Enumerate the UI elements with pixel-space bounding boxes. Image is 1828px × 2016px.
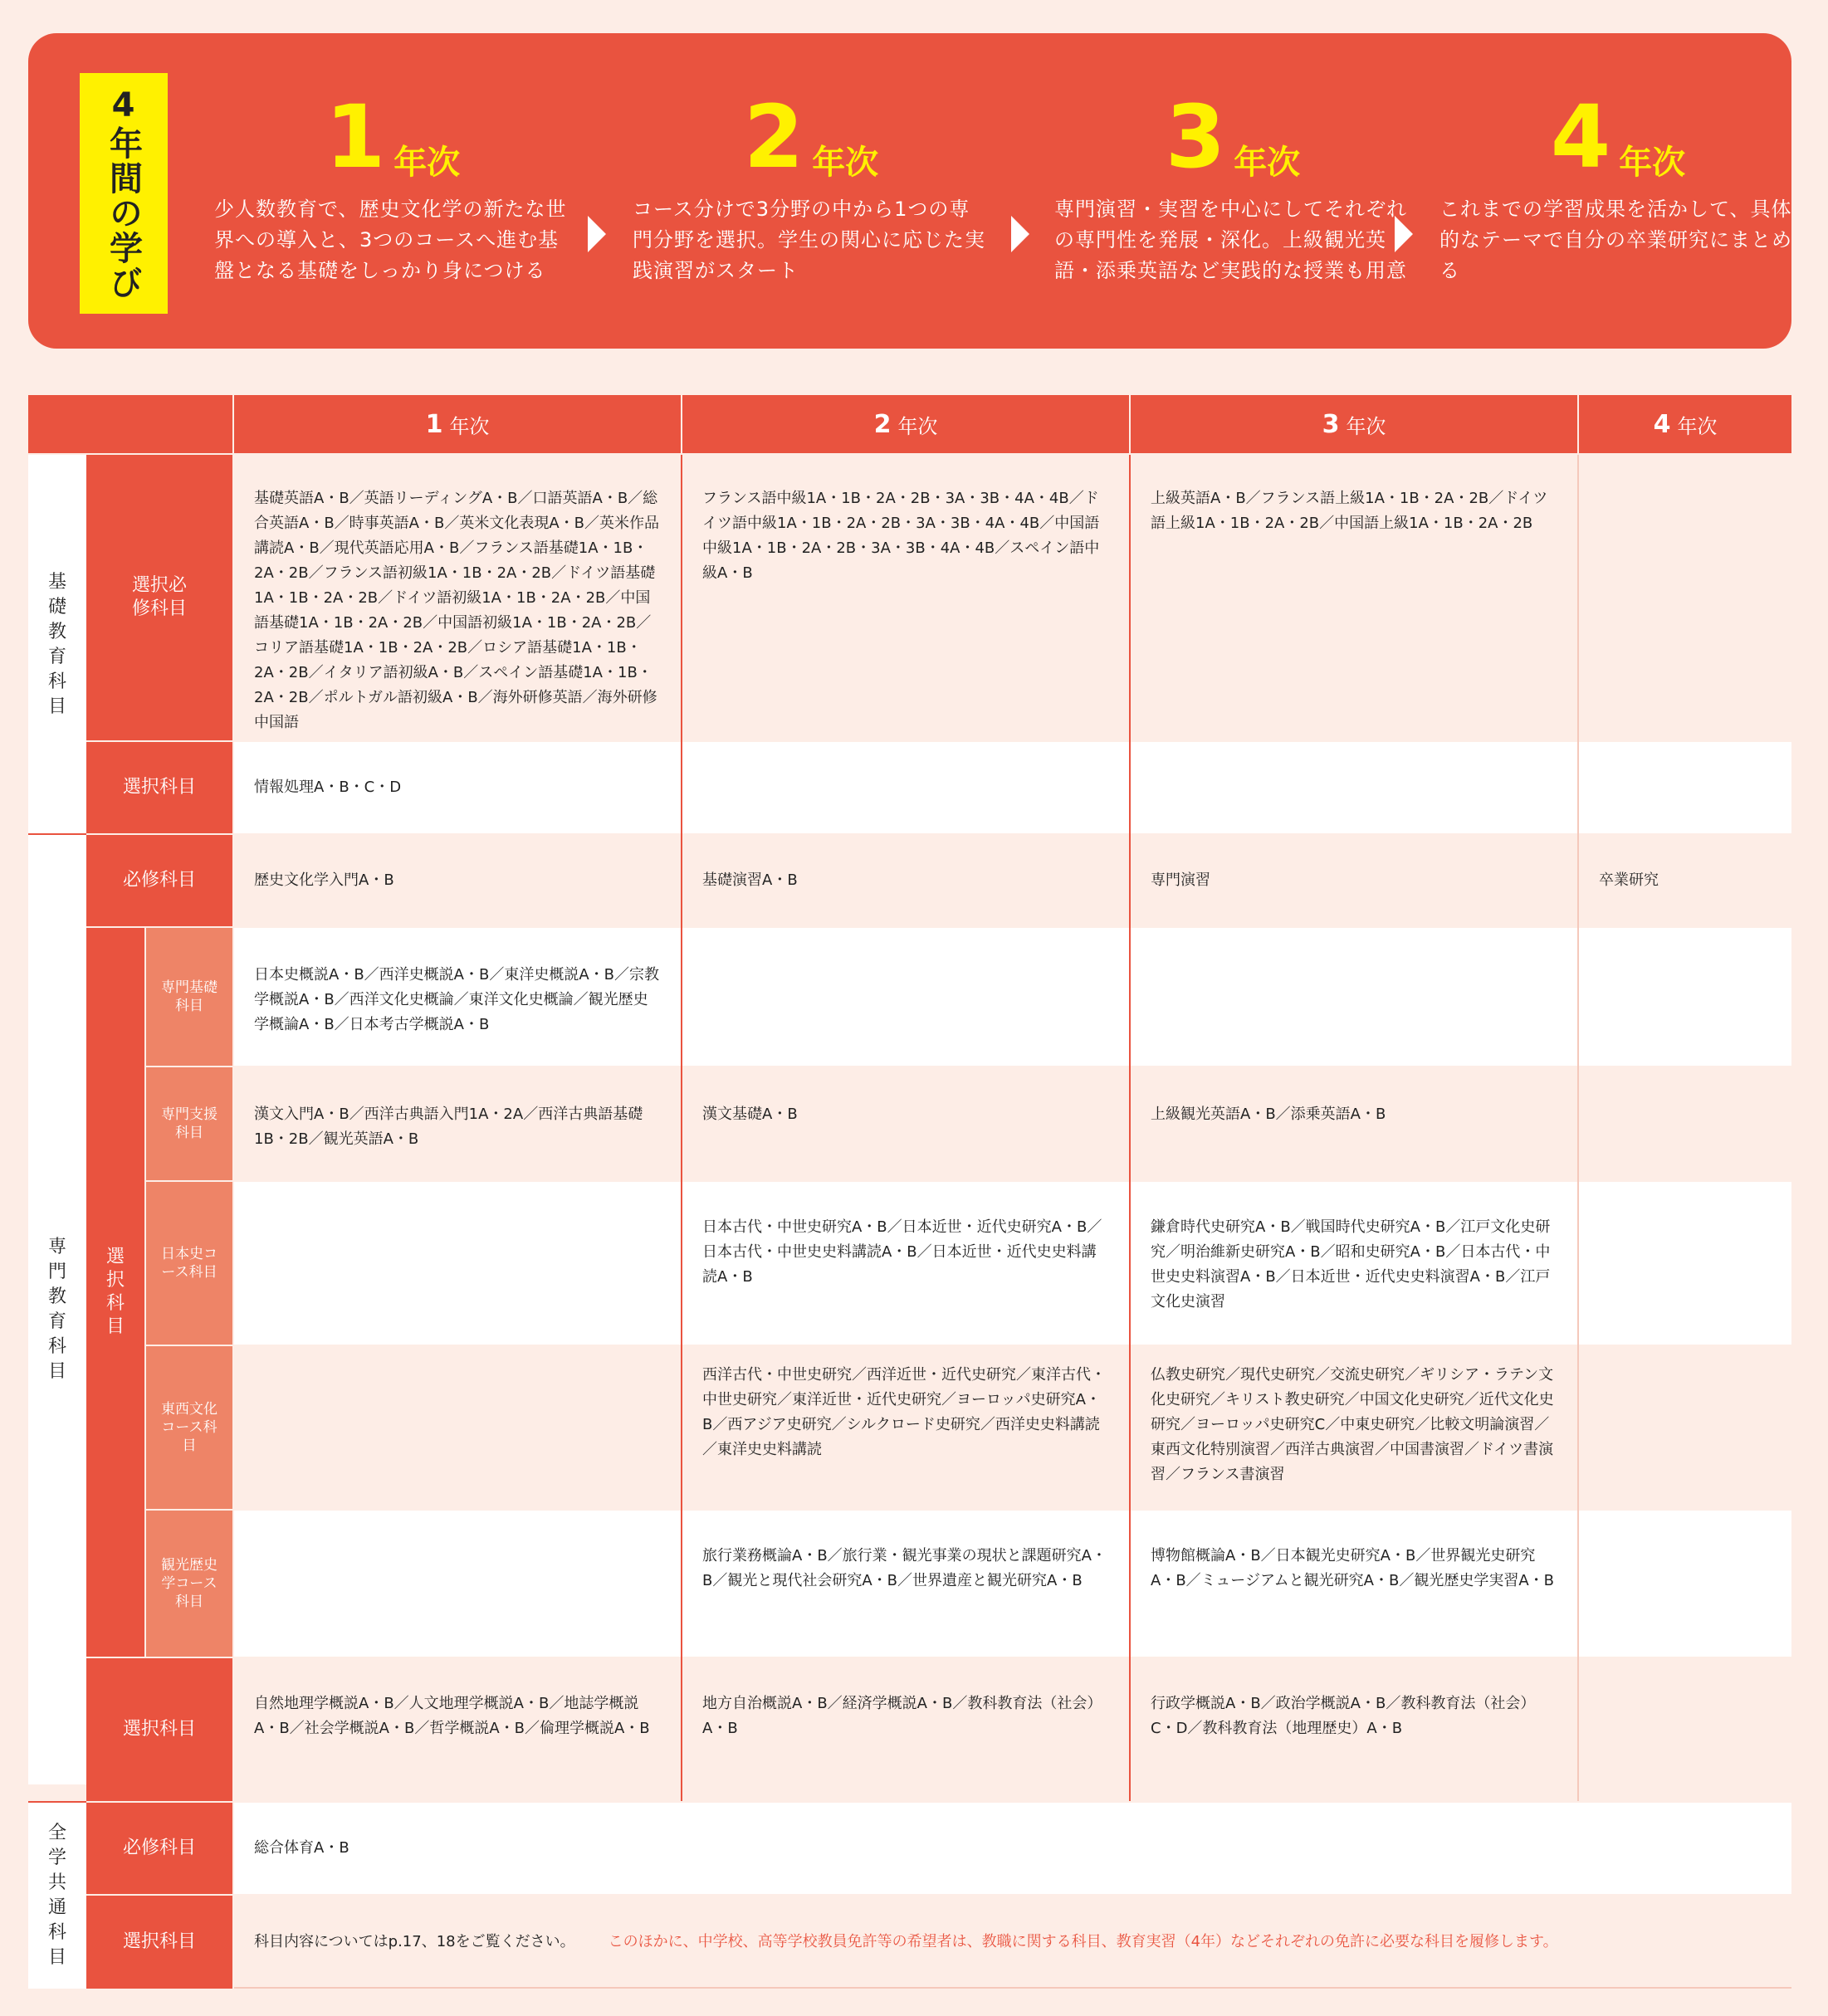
header-year1: 1 年次 xyxy=(234,395,681,453)
year2-suffix: 年次 xyxy=(812,144,879,182)
row-label-nihonshi: 日本史コース科目 xyxy=(146,1182,232,1345)
cell-r1-y3: 上級英語A・B／フランス語上級1A・1B・2A・2B／ドイツ語上級1A・1B・2A・2B／中国語上級1A・1B・2A・2B xyxy=(1131,455,1577,740)
year2-description: コース分けで3分野の中から1つの専門分野を選択。学生の関心に応じた実践演習がスタート xyxy=(633,198,985,282)
row-label-hisshu: 必修科目 xyxy=(86,835,232,926)
cell-r1-y4 xyxy=(1579,455,1791,740)
year4-description: これまでの学習成果を活かして、具体的なテーマで自分の卒業研究にまとめる xyxy=(1439,198,1792,282)
cell-r4-y1: 日本史概説A・B／西洋史概説A・B／東洋史概説A・B／宗教学概説A・B／西洋文化史概論／東洋文化史概論／観光歴史学概論A・B／日本考古学概説A・B xyxy=(234,928,681,1066)
cell-r10: 総合体育A・B xyxy=(234,1803,1791,1894)
year3-number: 3 xyxy=(1165,86,1226,188)
cell-r3-y1: 歴史文化学入門A・B xyxy=(234,835,681,926)
cell-r7-y4 xyxy=(1579,1346,1791,1509)
row-label-sentaku: 選択科目 xyxy=(86,742,232,833)
cell-r4-y2 xyxy=(682,928,1129,1066)
cell-r2-y1: 情報処理A・B・C・D xyxy=(234,742,681,833)
cell-r5-y1: 漢文入門A・B／西洋古典語入門1A・2A／西洋古典語基礎1B・2B／観光英語A・B xyxy=(234,1067,681,1180)
header-year3: 3 年次 xyxy=(1131,395,1577,453)
cell-r1-y1: 基礎英語A・B／英語リーディングA・B／口語英語A・B／総合英語A・B／時事英語A・B／英米文化表現A・B／英米作品講読A・B／現代英語応用A・B／フランス語基礎1A・1B・2A・2B／フランス語初級1A・1B・2A・2B／ドイツ語基礎1A・1B・2A・2B／ドイツ語初級1A・1B・2A・2B／中国語基礎1A・1B・2A・2B／中国語初級1A・1B・2A・2B／コリア語基礎1A・1B・2A・2B／ロシア語基礎1A・1B・2A・2B／イタリア語初級A・B／スペイン語基礎1A・1B・2A・2B／ポルトガル語初級A・B／海外研修英語／海外研修中国語 xyxy=(234,455,681,740)
arrow-right-icon xyxy=(1011,216,1029,252)
row-label-sentaku-hisshu: 選択必修科目 xyxy=(86,455,232,740)
teacher-license-note: このほかに、中学校、高等学校教員免許等の希望者は、教職に関する科目、教育実習（4年）などそれぞれの免許に必要な科目を履修します。 xyxy=(608,1933,1558,1950)
year1-number: 1 xyxy=(325,86,386,188)
year3-suffix: 年次 xyxy=(1234,144,1301,182)
cell-r9-y3: 行政学概説A・B／政治学概説A・B／教科教育法（社会）C・D／教科教育法（地理歴史）A・B xyxy=(1131,1658,1577,1801)
cell-r8-y4 xyxy=(1579,1511,1791,1657)
cell-r7-y1 xyxy=(234,1346,681,1509)
cell-r5-y3: 上級観光英語A・B／添乗英語A・B xyxy=(1131,1067,1577,1180)
row-label-kanko: 観光歴史学コース科目 xyxy=(146,1511,232,1657)
cell-r1-y2: フランス語中級1A・1B・2A・2B・3A・3B・4A・4B／ドイツ語中級1A・1B・2A・2B・3A・3B・4A・4B／中国語中級1A・1B・2A・2B・3A・3B・4A・4B／スペイン語中級A・B xyxy=(682,455,1129,740)
cell-r5-y4 xyxy=(1579,1067,1791,1180)
cell-r9-y2: 地方自治概説A・B／経済学概説A・B／教科教育法（社会）A・B xyxy=(682,1658,1129,1801)
year4-block xyxy=(1439,86,1796,286)
year1-description: 少人数教育で、歴史文化学の新たな世界への導入と、3つのコースへ進む基盤となる基礎をしっかり身につける xyxy=(214,198,567,282)
cell-r6-y2: 日本古代・中世史研究A・B／日本近世・近代史研究A・B／日本古代・中世史史料講読A・B／日本近世・近代史史料講読A・B xyxy=(682,1182,1129,1345)
arrow-right-icon xyxy=(1395,216,1413,252)
cell-r9-y1: 自然地理学概説A・B／人文地理学概説A・B／地誌学概説A・B／社会学概説A・B／哲学概説A・B／倫理学概説A・B xyxy=(234,1658,681,1801)
row-label-touzai: 東西文化コース科目 xyxy=(146,1346,232,1509)
row-label-senmon-sentaku: 選択科目 xyxy=(86,928,144,1657)
header-corner xyxy=(28,395,232,453)
cell-r8-y2: 旅行業務概論A・B／旅行業・観光事業の現状と課題研究A・B／観光と現代社会研究A・B／世界遺産と観光研究A・B xyxy=(682,1511,1129,1657)
cell-r9-y4 xyxy=(1579,1658,1791,1801)
cell-r2-y2 xyxy=(682,742,1129,833)
cell-r2-y3 xyxy=(1131,742,1577,833)
year3-block xyxy=(1054,86,1411,286)
cell-r4-y4 xyxy=(1579,928,1791,1066)
cell-r6-y1 xyxy=(234,1182,681,1345)
reference-note: 科目内容についてはp.17、18をご覧ください。 xyxy=(254,1933,575,1950)
arrow-right-icon xyxy=(588,216,606,252)
header-year2: 2 年次 xyxy=(682,395,1129,453)
header-year4: 4 年次 xyxy=(1579,395,1791,453)
year2-number: 2 xyxy=(743,86,804,188)
cell-r11 xyxy=(234,1896,1791,1989)
cell-r3-y4: 卒業研究 xyxy=(1579,835,1791,926)
cell-r8-y1 xyxy=(234,1511,681,1657)
banner-tag: 4年間の学び xyxy=(80,73,168,314)
group-senmon: 専門教育科目 xyxy=(28,835,86,1784)
cell-r3-y2: 基礎演習A・B xyxy=(682,835,1129,926)
row-label-hisshu-2: 必修科目 xyxy=(86,1803,232,1894)
row-label-sentaku-3: 選択科目 xyxy=(86,1896,232,1989)
row-label-senmon-shien: 専門支援科目 xyxy=(146,1067,232,1180)
cell-r6-y4 xyxy=(1579,1182,1791,1345)
cell-r5-y2: 漢文基礎A・B xyxy=(682,1067,1129,1180)
cell-r7-y3: 仏教史研究／現代史研究／交流史研究／ギリシア・ラテン文化史研究／キリスト教史研究／中国文化史研究／近代文化史研究／ヨーロッパ史研究C／中東史研究／比較文明論演習／東西文化特別演習／西洋古典演習／中国書演習／ドイツ書演習／フランス書演習 xyxy=(1131,1346,1577,1509)
year1-block xyxy=(214,86,571,286)
group-zengaku: 全学共通科目 xyxy=(28,1803,86,1989)
year1-suffix: 年次 xyxy=(393,144,461,182)
year2-block xyxy=(633,86,990,286)
curriculum-table xyxy=(28,395,1791,1989)
cell-r2-y4 xyxy=(1579,742,1791,833)
cell-r6-y3: 鎌倉時代史研究A・B／戦国時代史研究A・B／江戸文化史研究／明治維新史研究A・B／昭和史研究A・B／日本古代・中世史史料演習A・B／日本近世・近代史史料演習A・B／江戸文化史演習 xyxy=(1131,1182,1577,1345)
four-year-banner xyxy=(28,33,1791,349)
year4-suffix: 年次 xyxy=(1619,144,1686,182)
year4-number: 4 xyxy=(1550,86,1611,188)
year3-description: 専門演習・実習を中心にしてそれぞれの専門性を発展・深化。上級観光英語・添乗英語など実践的な授業も用意 xyxy=(1054,198,1407,282)
row-label-sentaku-2: 選択科目 xyxy=(86,1658,232,1801)
cell-r4-y3 xyxy=(1131,928,1577,1066)
row-label-senmon-kiso: 専門基礎科目 xyxy=(146,928,232,1066)
cell-r8-y3: 博物館概論A・B／日本観光史研究A・B／世界観光史研究A・B／ミュージアムと観光研究A・B／観光歴史学実習A・B xyxy=(1131,1511,1577,1657)
cell-r3-y3: 専門演習 xyxy=(1131,835,1577,926)
cell-r7-y2: 西洋古代・中世史研究／西洋近世・近代史研究／東洋古代・中世史研究／東洋近世・近代史研究／ヨーロッパ史研究A・B／西アジア史研究／シルクロード史研究／西洋史史料講読／東洋史史料講読 xyxy=(682,1346,1129,1509)
group-kiso: 基礎教育科目 xyxy=(28,455,86,835)
